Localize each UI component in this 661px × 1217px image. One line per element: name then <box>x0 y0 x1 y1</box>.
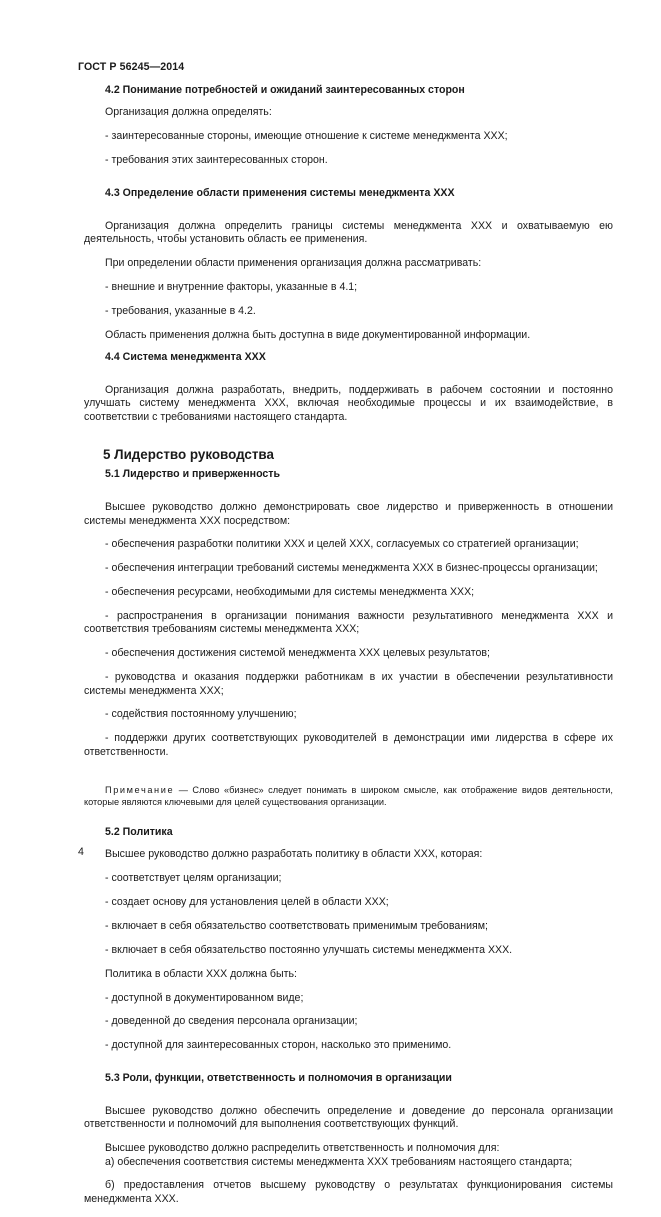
section-heading-5-1: 5.1 Лидерство и приверженность <box>105 468 280 481</box>
page-number: 4 <box>78 846 84 858</box>
list-item: б) предоставления отчетов высшему руководству о результатах функционирования системы менеджмента ХХХ. <box>84 1179 613 1205</box>
paragraph: Высшее руководство должно распределить ответственность и полномочия для: <box>105 1142 500 1155</box>
list-item: - руководства и оказания поддержки работникам в их участии в обеспечении результативности системы менеджмента ХХХ; <box>84 671 613 697</box>
chapter-heading-5: 5 Лидерство руководства <box>103 447 274 463</box>
list-item: - заинтересованные стороны, имеющие отношение к системе менеджмента ХХХ; <box>105 130 508 143</box>
list-item: - включает в себя обязательство соответствовать применимым требованиям; <box>105 919 488 932</box>
paragraph: Организация должна разработать, внедрить, поддерживать в рабочем состоянии и постоянно улучшать систему менеджмента ХХХ, включая необходимые процессы и их взаимодействие, в соответствии с требованиями настоящего стандарта. <box>84 383 613 423</box>
section-heading-4-4: 4.4 Система менеджмента ХХХ <box>105 351 266 364</box>
list-item: - обеспечения достижения системой менеджмента ХХХ целевых результатов; <box>105 647 490 660</box>
section-heading-4-3: 4.3 Определение области применения системы менеджмента ХХХ <box>105 186 455 199</box>
list-item: - требования этих заинтересованных сторон. <box>105 154 328 167</box>
list-item: - распространения в организации понимания важности результативного менеджмента ХХХ и соответствия требованиям системы менеджмента ХХХ; <box>84 610 613 636</box>
list-item: - включает в себя обязательство постоянно улучшать системы менеджмента ХХХ. <box>105 943 513 956</box>
running-head: ГОСТ Р 56245—2014 <box>78 61 185 73</box>
page-content <box>84 84 613 1217</box>
list-item: - требования, указанные в 4.2. <box>105 304 256 317</box>
paragraph: Высшее руководство должно обеспечить определение и доведение до персонала организации ответственности и полномочий для выполнения соответствующих функций. <box>84 1105 613 1131</box>
list-item: - обеспечения ресурсами, необходимыми для системы менеджмента ХХХ; <box>105 586 475 599</box>
section-heading-5-2: 5.2 Политика <box>105 825 173 838</box>
note-text: — Слово «бизнес» следует понимать в широком смысле, как отображение видов деятельности, которые являются ключевыми для целей существования организации. <box>84 784 613 807</box>
section-heading-5-3: 5.3 Роли, функции, ответственность и полномочия в организации <box>105 1072 452 1085</box>
paragraph: При определении области применения организация должна рассматривать: <box>105 257 482 270</box>
list-item: - содействия постоянному улучшению; <box>105 708 297 721</box>
list-item: - обеспечения интеграции требований системы менеджмента ХХХ в бизнес-процессы организации; <box>105 562 598 575</box>
paragraph: Высшее руководство должно разработать политику в области ХХХ, которая: <box>105 848 483 861</box>
paragraph: Организация должна определять: <box>105 106 272 119</box>
list-item: - внешние и внутренние факторы, указанные в 4.1; <box>105 280 358 293</box>
list-item: - обеспечения разработки политики ХХХ и целей ХХХ, согласуемых со стратегией организации; <box>105 538 579 551</box>
section-heading-4-2: 4.2 Понимание потребностей и ожиданий заинтересованных сторон <box>105 84 465 96</box>
list-item: - доступной для заинтересованных сторон, насколько это применимо. <box>105 1039 452 1052</box>
list-item: - доступной в документированном виде; <box>105 991 304 1004</box>
paragraph: Политика в области ХХХ должна быть: <box>105 967 297 980</box>
list-item: - соответствует целям организации; <box>105 872 282 885</box>
list-item: - доведенной до сведения персонала организации; <box>105 1015 358 1028</box>
list-item: - создает основу для установления целей в области ХХХ; <box>105 895 389 908</box>
paragraph: Организация должна определить границы системы менеджмента ХХХ и охватываемую ею деятельность, чтобы установить область ее применения. <box>84 219 613 246</box>
list-item: - поддержки других соответствующих руководителей в демонстрации ими лидерства в сфере их ответственности. <box>84 732 613 758</box>
paragraph: Высшее руководство должно демонстрировать свое лидерство и приверженность в отношении системы менеджмента ХХХ посредством: <box>84 501 613 527</box>
list-item: а) обеспечения соответствия системы менеджмента ХХХ требованиям настоящего стандарта; <box>105 1155 573 1168</box>
paragraph: Область применения должна быть доступна в виде документированной информации. <box>105 328 531 341</box>
note <box>84 784 613 808</box>
note-label: Примечание <box>105 784 175 795</box>
